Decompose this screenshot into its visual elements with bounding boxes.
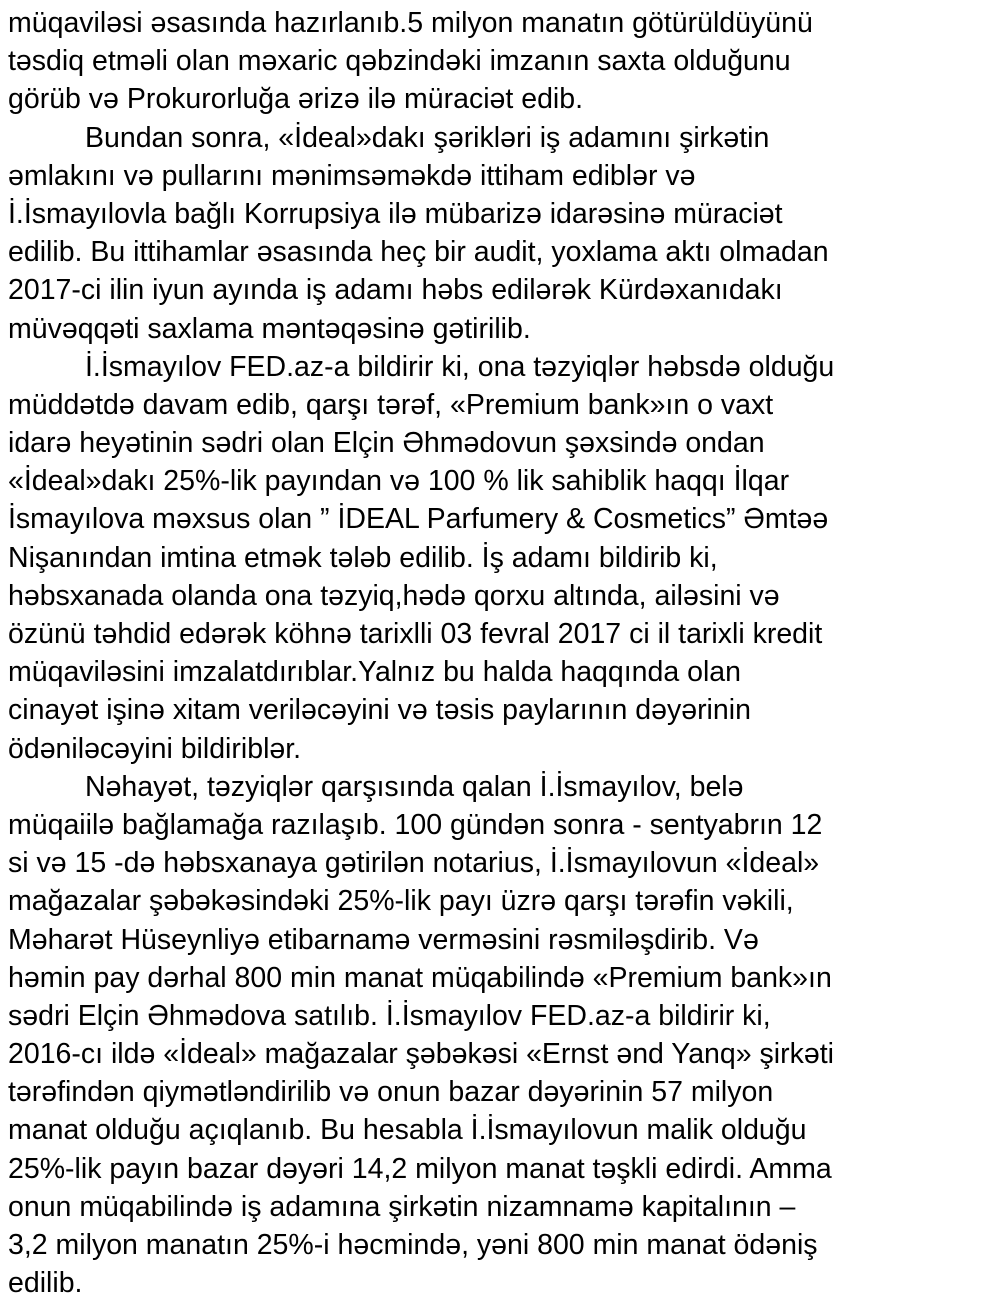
text-line: müqaviləsini imzalatdırıblar.Yalnız bu halda haqqında olan: [8, 656, 742, 689]
text-line: si və 15 -də həbsxanaya gətirilən notarius, İ.İsmayılovun «İdeal»: [8, 847, 820, 880]
text-line: müqaiilə bağlamağa razılaşıb. 100 gündən sonra - sentyabrın 12: [8, 808, 823, 841]
text-line: 2017-ci ilin iyun ayında iş adamı həbs edilərək Kürdəxanıdakı: [8, 274, 783, 307]
text-line: idarə heyətinin sədri olan Elçin Əhmədovun şəxsində ondan: [8, 427, 765, 460]
text-line: tərəfindən qiymətləndirilib və onun bazar dəyərinin 57 milyon: [8, 1076, 774, 1109]
text-line: İ.İsmayılovla bağlı Korrupsiya ilə mübarizə idarəsinə müraciət: [8, 197, 783, 230]
text-line: «İdeal»dakı 25%-lik payından və 100 % lik sahiblik haqqı İlqar: [8, 465, 790, 498]
text-line: müddətdə davam edib, qarşı tərəf, «Premium bank»ın o vaxt: [8, 388, 774, 421]
text-line: sədri Elçin Əhmədova satılıb. İ.İsmayılov FED.az-a bildirir ki,: [8, 999, 771, 1032]
paragraph-first-line: İ.İsmayılov FED.az-a bildirir ki, ona təzyiqlər həbsdə olduğu: [85, 350, 835, 383]
text-line: onun müqabilində iş adamına şirkətin nizamnamə kapitalının –: [8, 1190, 796, 1223]
text-line: görüb və Prokurorluğa ərizə ilə müraciət edib.: [8, 83, 584, 116]
text-line: həmin pay dərhal 800 min manat müqabilində «Premium bank»ın: [8, 961, 832, 994]
paragraph-first-line: Nəhayət, təzyiqlər qarşısında qalan İ.İsmayılov, belə: [85, 770, 744, 803]
document-body: [8, 4, 993, 1302]
text-line: özünü təhdid edərək köhnə tarixlli 03 fevral 2017 ci il tarixli kredit: [8, 618, 823, 650]
text-line: edilib.: [8, 1267, 83, 1300]
paragraph-first-line: Bundan sonra, «İdeal»dakı şərikləri iş adamını şirkətin: [85, 121, 770, 154]
text-line: Məharət Hüseynliyə etibarnamə verməsini rəsmiləşdirib. Və: [8, 923, 759, 956]
text-line: mağazalar şəbəkəsindəki 25%-lik payı üzrə qarşı tərəfin vəkili,: [8, 885, 794, 918]
text-line: ödəniləcəyini bildiriblər.: [8, 732, 302, 765]
text-line: cinayət işinə xitam veriləcəyini və təsis paylarının dəyərinin: [8, 694, 751, 727]
text-line: İsmayılova məxsus olan ” İDEAL Parfumery & Cosmetics” Əmtəə: [8, 503, 829, 536]
text-line: təsdiq etməli olan məxaric qəbzindəki imzanın saxta olduğunu: [8, 45, 791, 78]
text-line: 2016-cı ildə «İdeal» mağazalar şəbəkəsi «Ernst ənd Yanq» şirkəti: [8, 1038, 834, 1071]
text-line: manat olduğu açıqlanıb. Bu hesabla İ.İsmayılovun malik olduğu: [8, 1114, 807, 1147]
text-line: 25%-lik payın bazar dəyəri 14,2 milyon manat təşkli edirdi. Amma: [8, 1152, 832, 1185]
text-line: 3,2 milyon manatın 25%-i həcmində, yəni 800 min manat ödəniş: [8, 1229, 818, 1261]
text-line: müvəqqəti saxlama məntəqəsinə gətirilib.: [8, 312, 531, 345]
text-line: edilib. Bu ittihamlar əsasında heç bir audit, yoxlama aktı olmadan: [8, 236, 829, 269]
text-line: həbsxanada olanda ona təzyiq,hədə qorxu altında, ailəsini və: [8, 579, 780, 612]
text-line: əmlakını və pullarını mənimsəməkdə ittiham ediblər və: [8, 159, 696, 192]
text-line: müqaviləsi əsasında hazırlanıb.5 milyon manatın götürüldüyünü: [8, 7, 813, 39]
text-line: Nişanından imtina etmək tələb edilib. İş adamı bildirib ki,: [8, 541, 718, 574]
